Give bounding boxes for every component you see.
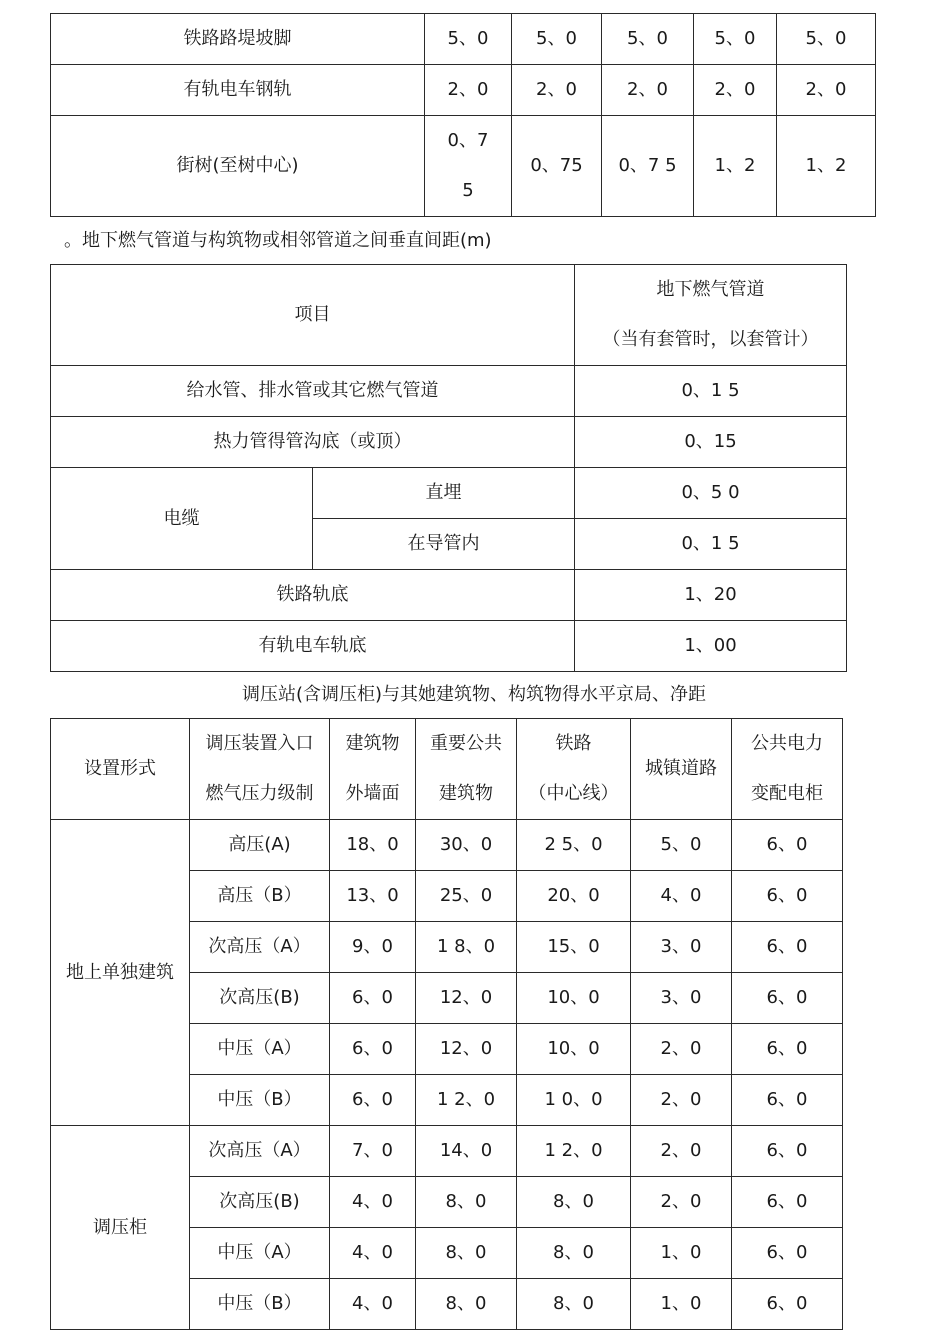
header-item: 项目 bbox=[51, 265, 575, 366]
cell: 6、0 bbox=[732, 922, 843, 973]
regulator-distance-table bbox=[50, 718, 843, 1330]
pressure-level: 中压（A） bbox=[190, 1228, 330, 1279]
cell: 6、0 bbox=[330, 1024, 416, 1075]
cell: 8、0 bbox=[517, 1177, 631, 1228]
table-caption-vertical-clearance: 。地下燃气管道与构筑物或相邻管道之间垂直间距(m) bbox=[64, 230, 492, 251]
header-value-line1: 地下燃气管道 bbox=[656, 279, 765, 300]
cell: 6、0 bbox=[732, 820, 843, 871]
header-power-line2: 变配电柜 bbox=[751, 783, 823, 804]
cell: 5、0 bbox=[631, 820, 732, 871]
header-rail-line1: 铁路 bbox=[555, 733, 592, 754]
header-form: 设置形式 bbox=[51, 719, 190, 820]
row-sublabel: 在导管内 bbox=[313, 519, 575, 570]
cell: 1、2 bbox=[777, 116, 876, 217]
pressure-level: 中压（B） bbox=[190, 1075, 330, 1126]
pressure-level: 次高压(B) bbox=[190, 973, 330, 1024]
pressure-level: 中压（A） bbox=[190, 1024, 330, 1075]
header-public-line1: 重要公共 bbox=[430, 733, 502, 754]
cell: 4、0 bbox=[631, 871, 732, 922]
cell: 2、0 bbox=[777, 65, 876, 116]
cell: 6、0 bbox=[732, 1126, 843, 1177]
cell: 2、0 bbox=[631, 1024, 732, 1075]
table-row bbox=[51, 1126, 843, 1177]
cell: 2 5、0 bbox=[517, 820, 631, 871]
pressure-level: 高压(A) bbox=[190, 820, 330, 871]
table-header-row bbox=[51, 719, 843, 820]
row-sublabel: 直埋 bbox=[313, 468, 575, 519]
cell: 0、1 5 bbox=[575, 519, 847, 570]
cell: 6、0 bbox=[732, 973, 843, 1024]
cell: 4、0 bbox=[330, 1228, 416, 1279]
cell: 5、0 bbox=[602, 14, 694, 65]
row-group-label: 电缆 bbox=[51, 468, 313, 570]
table-row bbox=[51, 14, 876, 65]
cell: 12、0 bbox=[416, 1024, 517, 1075]
cell: 30、0 bbox=[416, 820, 517, 871]
cell: 4、0 bbox=[330, 1177, 416, 1228]
cell: 5、0 bbox=[425, 14, 512, 65]
cell: 13、0 bbox=[330, 871, 416, 922]
cell: 8、0 bbox=[416, 1228, 517, 1279]
header-public-line2: 建筑物 bbox=[439, 783, 493, 804]
cell: 8、0 bbox=[416, 1279, 517, 1330]
cell: 8、0 bbox=[416, 1177, 517, 1228]
header-power bbox=[732, 719, 843, 820]
cell: 9、0 bbox=[330, 922, 416, 973]
row-label: 热力管得管沟底（或顶） bbox=[51, 417, 575, 468]
row-label: 给水管、排水管或其它燃气管道 bbox=[51, 366, 575, 417]
cell: 5、0 bbox=[694, 14, 777, 65]
cell: 6、0 bbox=[330, 1075, 416, 1126]
cell: 12、0 bbox=[416, 973, 517, 1024]
cell: 14、0 bbox=[416, 1126, 517, 1177]
row-label: 街树(至树中心) bbox=[51, 116, 425, 217]
cell: 25、0 bbox=[416, 871, 517, 922]
cell: 0、5 0 bbox=[575, 468, 847, 519]
header-building bbox=[330, 719, 416, 820]
row-label: 有轨电车轨底 bbox=[51, 621, 575, 672]
cell: 1、20 bbox=[575, 570, 847, 621]
cell: 3、0 bbox=[631, 973, 732, 1024]
cell: 1 2、0 bbox=[517, 1126, 631, 1177]
cell: 5、0 bbox=[777, 14, 876, 65]
table-row bbox=[51, 468, 847, 519]
cell: 1 0、0 bbox=[517, 1075, 631, 1126]
cell: 3、0 bbox=[631, 922, 732, 973]
table-row bbox=[51, 570, 847, 621]
pressure-level: 次高压（A） bbox=[190, 1126, 330, 1177]
table-header-row bbox=[51, 265, 847, 366]
cell: 18、0 bbox=[330, 820, 416, 871]
header-power-line1: 公共电力 bbox=[751, 733, 823, 754]
cell: 1、00 bbox=[575, 621, 847, 672]
clearance-table-top bbox=[50, 13, 876, 217]
row-label: 铁路轨底 bbox=[51, 570, 575, 621]
pressure-level: 次高压(B) bbox=[190, 1177, 330, 1228]
table-row bbox=[51, 417, 847, 468]
cell: 0、1 5 bbox=[575, 366, 847, 417]
table-caption-regulator-distance: 调压站(含调压柜)与其她建筑物、构筑物得水平京局、净距 bbox=[242, 684, 707, 705]
cell: 20、0 bbox=[517, 871, 631, 922]
cell: 4、0 bbox=[330, 1279, 416, 1330]
header-rail bbox=[517, 719, 631, 820]
cell: 5、0 bbox=[512, 14, 602, 65]
cell: 1 2、0 bbox=[416, 1075, 517, 1126]
pressure-level: 次高压（A） bbox=[190, 922, 330, 973]
cell: 2、0 bbox=[631, 1177, 732, 1228]
header-rail-line2: （中心线） bbox=[528, 783, 619, 804]
cell: 0、7 5 bbox=[425, 116, 512, 217]
cell: 6、0 bbox=[330, 973, 416, 1024]
header-building-line2: 外墙面 bbox=[345, 783, 400, 804]
cell: 0、75 bbox=[512, 116, 602, 217]
cell: 10、0 bbox=[517, 973, 631, 1024]
table-row bbox=[51, 366, 847, 417]
cell: 0、15 bbox=[575, 417, 847, 468]
cell: 6、0 bbox=[732, 1228, 843, 1279]
table-row bbox=[51, 621, 847, 672]
table-row bbox=[51, 65, 876, 116]
table-row bbox=[51, 116, 876, 217]
vertical-clearance-table bbox=[50, 264, 847, 672]
cell: 8、0 bbox=[517, 1228, 631, 1279]
cell: 6、0 bbox=[732, 871, 843, 922]
cell: 6、0 bbox=[732, 1075, 843, 1126]
header-pressure-line1: 调压装置入口 bbox=[205, 733, 314, 754]
header-road: 城镇道路 bbox=[631, 719, 732, 820]
cell: 2、0 bbox=[631, 1126, 732, 1177]
cell: 2、0 bbox=[602, 65, 694, 116]
cell: 6、0 bbox=[732, 1279, 843, 1330]
row-label: 有轨电车钢轨 bbox=[51, 65, 425, 116]
header-pressure bbox=[190, 719, 330, 820]
cell: 2、0 bbox=[694, 65, 777, 116]
header-value-line2: （当有套管时，以套管计） bbox=[602, 329, 819, 350]
cell: 7、0 bbox=[330, 1126, 416, 1177]
cell: 0、7 5 bbox=[602, 116, 694, 217]
cell: 10、0 bbox=[517, 1024, 631, 1075]
row-group-label: 调压柜 bbox=[51, 1126, 190, 1330]
table-row bbox=[51, 820, 843, 871]
cell: 1、0 bbox=[631, 1279, 732, 1330]
cell: 8、0 bbox=[517, 1279, 631, 1330]
cell: 1、2 bbox=[694, 116, 777, 217]
cell: 6、0 bbox=[732, 1024, 843, 1075]
cell: 1 8、0 bbox=[416, 922, 517, 973]
cell: 1、0 bbox=[631, 1228, 732, 1279]
cell: 2、0 bbox=[631, 1075, 732, 1126]
row-group-label: 地上单独建筑 bbox=[51, 820, 190, 1126]
cell: 2、0 bbox=[512, 65, 602, 116]
header-value bbox=[575, 265, 847, 366]
header-public bbox=[416, 719, 517, 820]
header-pressure-line2: 燃气压力级制 bbox=[205, 783, 314, 804]
pressure-level: 中压（B） bbox=[190, 1279, 330, 1330]
cell: 6、0 bbox=[732, 1177, 843, 1228]
cell: 2、0 bbox=[425, 65, 512, 116]
header-building-line1: 建筑物 bbox=[345, 733, 400, 754]
pressure-level: 高压（B） bbox=[190, 871, 330, 922]
cell: 15、0 bbox=[517, 922, 631, 973]
row-label: 铁路路堤坡脚 bbox=[51, 14, 425, 65]
